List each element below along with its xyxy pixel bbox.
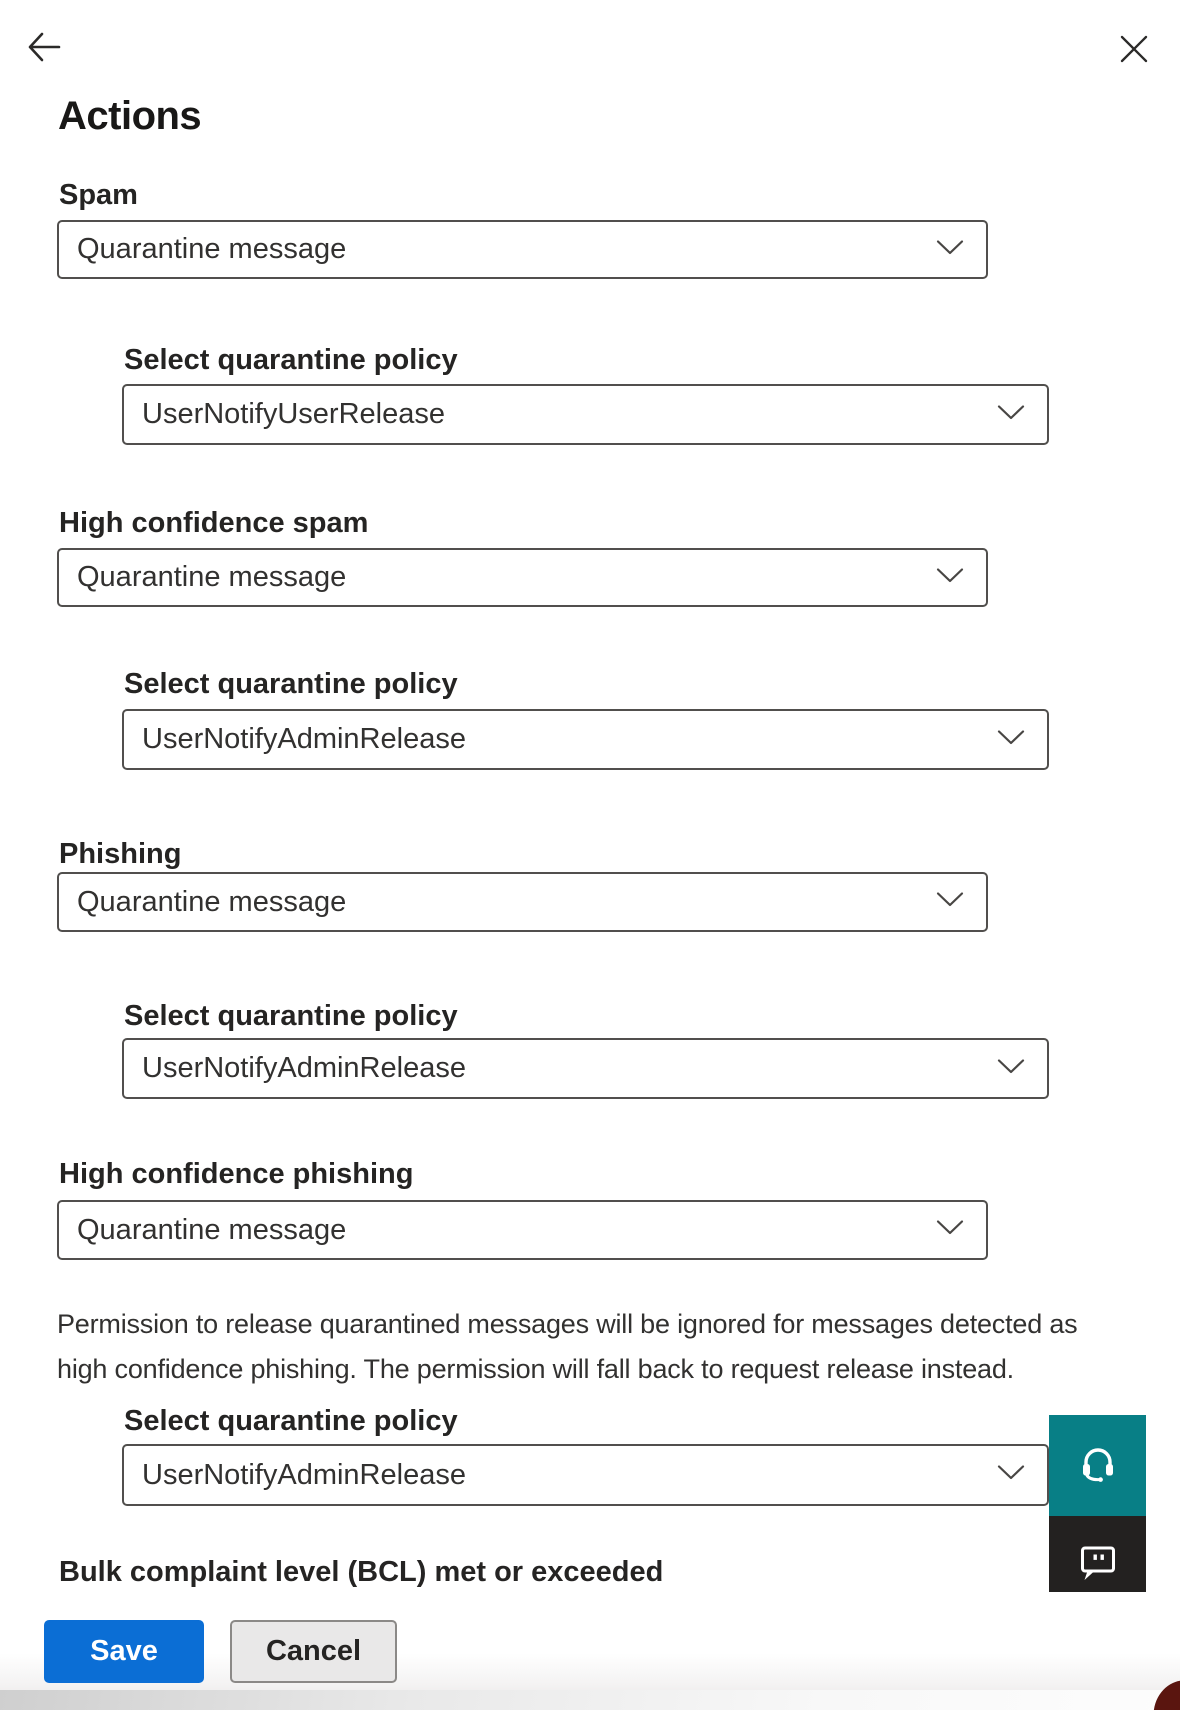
high-confidence-phishing-note xyxy=(57,1302,1077,1392)
close-button[interactable] xyxy=(1114,30,1154,68)
high-confidence-spam-action-value: Quarantine message xyxy=(77,561,347,593)
chevron-down-icon xyxy=(936,892,964,913)
high-confidence-phishing-policy-value: UserNotifyAdminRelease xyxy=(142,1458,466,1491)
cancel-button[interactable]: Cancel xyxy=(230,1620,397,1683)
chevron-down-icon xyxy=(997,1465,1025,1486)
phishing-policy-dropdown[interactable] xyxy=(122,1038,1049,1099)
spam-policy-label: Select quarantine policy xyxy=(124,344,458,376)
high-confidence-spam-policy-label: Select quarantine policy xyxy=(124,668,458,700)
spam-policy-value: UserNotifyUserRelease xyxy=(142,398,445,430)
high-confidence-spam-action-dropdown[interactable] xyxy=(57,548,988,607)
high-confidence-phishing-policy-dropdown[interactable] xyxy=(122,1444,1049,1506)
spam-action-dropdown[interactable] xyxy=(57,220,988,279)
phishing-policy-value: UserNotifyAdminRelease xyxy=(142,1052,466,1084)
chevron-down-icon xyxy=(936,239,964,260)
section-label-bulk-complaint-level: Bulk complaint level (BCL) met or exceeded xyxy=(59,1556,664,1588)
phishing-action-value: Quarantine message xyxy=(77,885,347,918)
chevron-down-icon xyxy=(936,1220,964,1241)
help-widget-button[interactable] xyxy=(1049,1415,1146,1516)
note-line-2: high confidence phishing. The permission will fall back to request release instead. xyxy=(57,1354,1014,1384)
spam-policy-dropdown[interactable] xyxy=(122,384,1049,445)
headset-icon xyxy=(1074,1440,1122,1491)
chevron-down-icon xyxy=(997,729,1025,750)
high-confidence-phishing-policy-label: Select quarantine policy xyxy=(124,1405,458,1437)
save-button[interactable]: Save xyxy=(44,1620,204,1683)
footer-bottom-sheen xyxy=(0,1690,1180,1710)
chevron-down-icon xyxy=(936,567,964,588)
page-title: Actions xyxy=(58,94,202,138)
chevron-down-icon xyxy=(997,1058,1025,1079)
high-confidence-phishing-action-dropdown[interactable] xyxy=(57,1200,988,1260)
section-label-high-confidence-phishing: High confidence phishing xyxy=(59,1158,414,1190)
section-label-spam: Spam xyxy=(59,179,138,211)
footer-bar xyxy=(0,1592,1180,1710)
high-confidence-spam-policy-value: UserNotifyAdminRelease xyxy=(142,723,466,755)
chevron-down-icon xyxy=(997,404,1025,425)
phishing-policy-label: Select quarantine policy xyxy=(124,1000,458,1032)
section-label-phishing: Phishing xyxy=(59,838,182,870)
chat-icon xyxy=(1074,1538,1122,1589)
arrow-left-icon xyxy=(26,52,62,67)
section-label-high-confidence-spam: High confidence spam xyxy=(59,507,369,539)
back-button[interactable] xyxy=(20,24,68,70)
high-confidence-spam-policy-dropdown[interactable] xyxy=(122,709,1049,770)
phishing-action-dropdown[interactable] xyxy=(57,872,988,932)
truncated-section-clip xyxy=(59,1556,1039,1594)
close-icon xyxy=(1119,52,1149,67)
spam-action-value: Quarantine message xyxy=(77,233,347,265)
high-confidence-phishing-action-value: Quarantine message xyxy=(77,1213,347,1246)
note-line-1: Permission to release quarantined messages will be ignored for messages detected as xyxy=(57,1309,1078,1339)
